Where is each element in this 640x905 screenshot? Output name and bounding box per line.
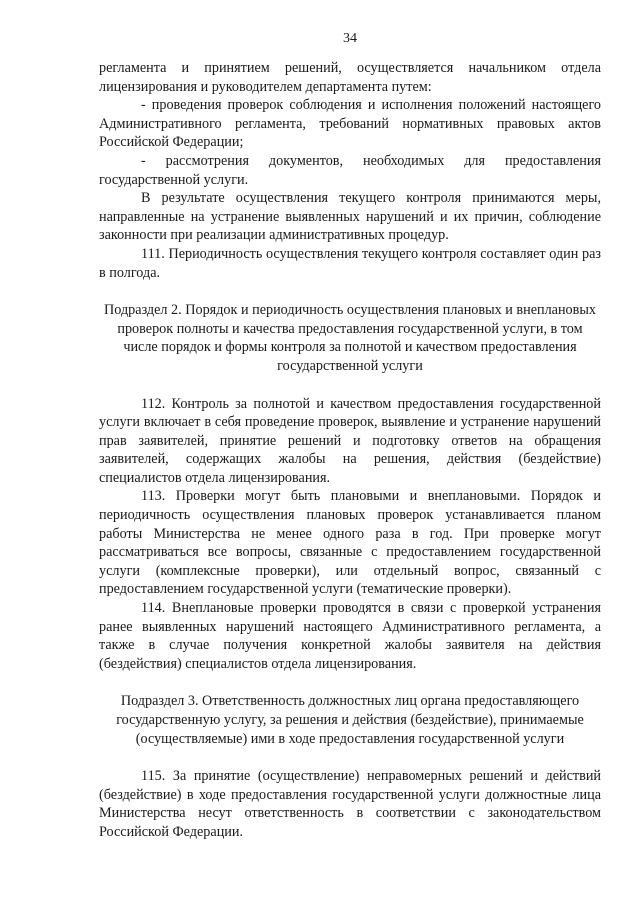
paragraph-111: 111. Периодичность осуществления текущего контроля составляет один раз в полгода. xyxy=(99,245,601,281)
paragraph-113: 113. Проверки могут быть плановыми и внеплановыми. Порядок и периодичность осуществления плановых проверок устанавливается планом работы Министерства не менее одного раза в год. При проверке могут рассматриваться все вопросы, связанные с предоставлением государственной услуги (комплексные проверки), или отдельный вопрос, связанный с предоставлением государственной услуги (тематические проверки). xyxy=(99,488,601,598)
document-page xyxy=(99,30,601,842)
paragraph-continuation: регламента и принятием решений, осуществляется начальником отдела лицензирования и руководителем департамента путем: xyxy=(99,60,601,95)
paragraph-115: 115. За принятие (осуществление) неправомерных решений и действий (бездействие) в ходе предоставления государственной услуги должностные лица Министерства несут ответственность в соответствии с законодательством Российской Федерации. xyxy=(99,768,601,840)
paragraph-bullet-checks: - проведения проверок соблюдения и исполнения положений настоящего Административного регламента, требований нормативных правовых актов Российской Федерации; xyxy=(99,97,601,151)
subsection-2-heading: Подраздел 2. Порядок и периодичность осуществления плановых и внеплановых проверок полноты и качества предоставления государственной услуги, в том числе порядок и формы контроля за полнотой и качеством предоставления государственной услуги xyxy=(104,302,596,374)
paragraph-114: 114. Внеплановые проверки проводятся в связи с проверкой устранения ранее выявленных нарушений настоящего Административного регламента, а также в случае получения конкретной жалобы заявителя на действия (бездействия) специалистов отдела лицензирования. xyxy=(99,600,601,672)
paragraph-112: 112. Контроль за полнотой и качеством предоставления государственной услуги включает в себя проведение проверок, выявление и устранение нарушений прав заявителей, принятие решений и подготовку ответов на обращения заявителей, содержащих жалобы на решения, действия (бездействие) специалистов отдела лицензирования. xyxy=(99,395,601,486)
subsection-3-heading: Подраздел 3. Ответственность должностных лиц органа предоставляющего государственную услугу, за решения и действия (бездействие), принимаемые (осуществляемые) ими в ходе предоставления государственной услуги xyxy=(116,693,584,747)
paragraph-control-result: В результате осуществления текущего контроля принимаются меры, направленные на устранение выявленных нарушений и их причин, соблюдение законности при реализации административных процедур. xyxy=(99,190,601,244)
paragraph-bullet-documents: - рассмотрения документов, необходимых для предоставления государственной услуги. xyxy=(99,152,601,188)
page-number: 34 xyxy=(343,31,357,46)
